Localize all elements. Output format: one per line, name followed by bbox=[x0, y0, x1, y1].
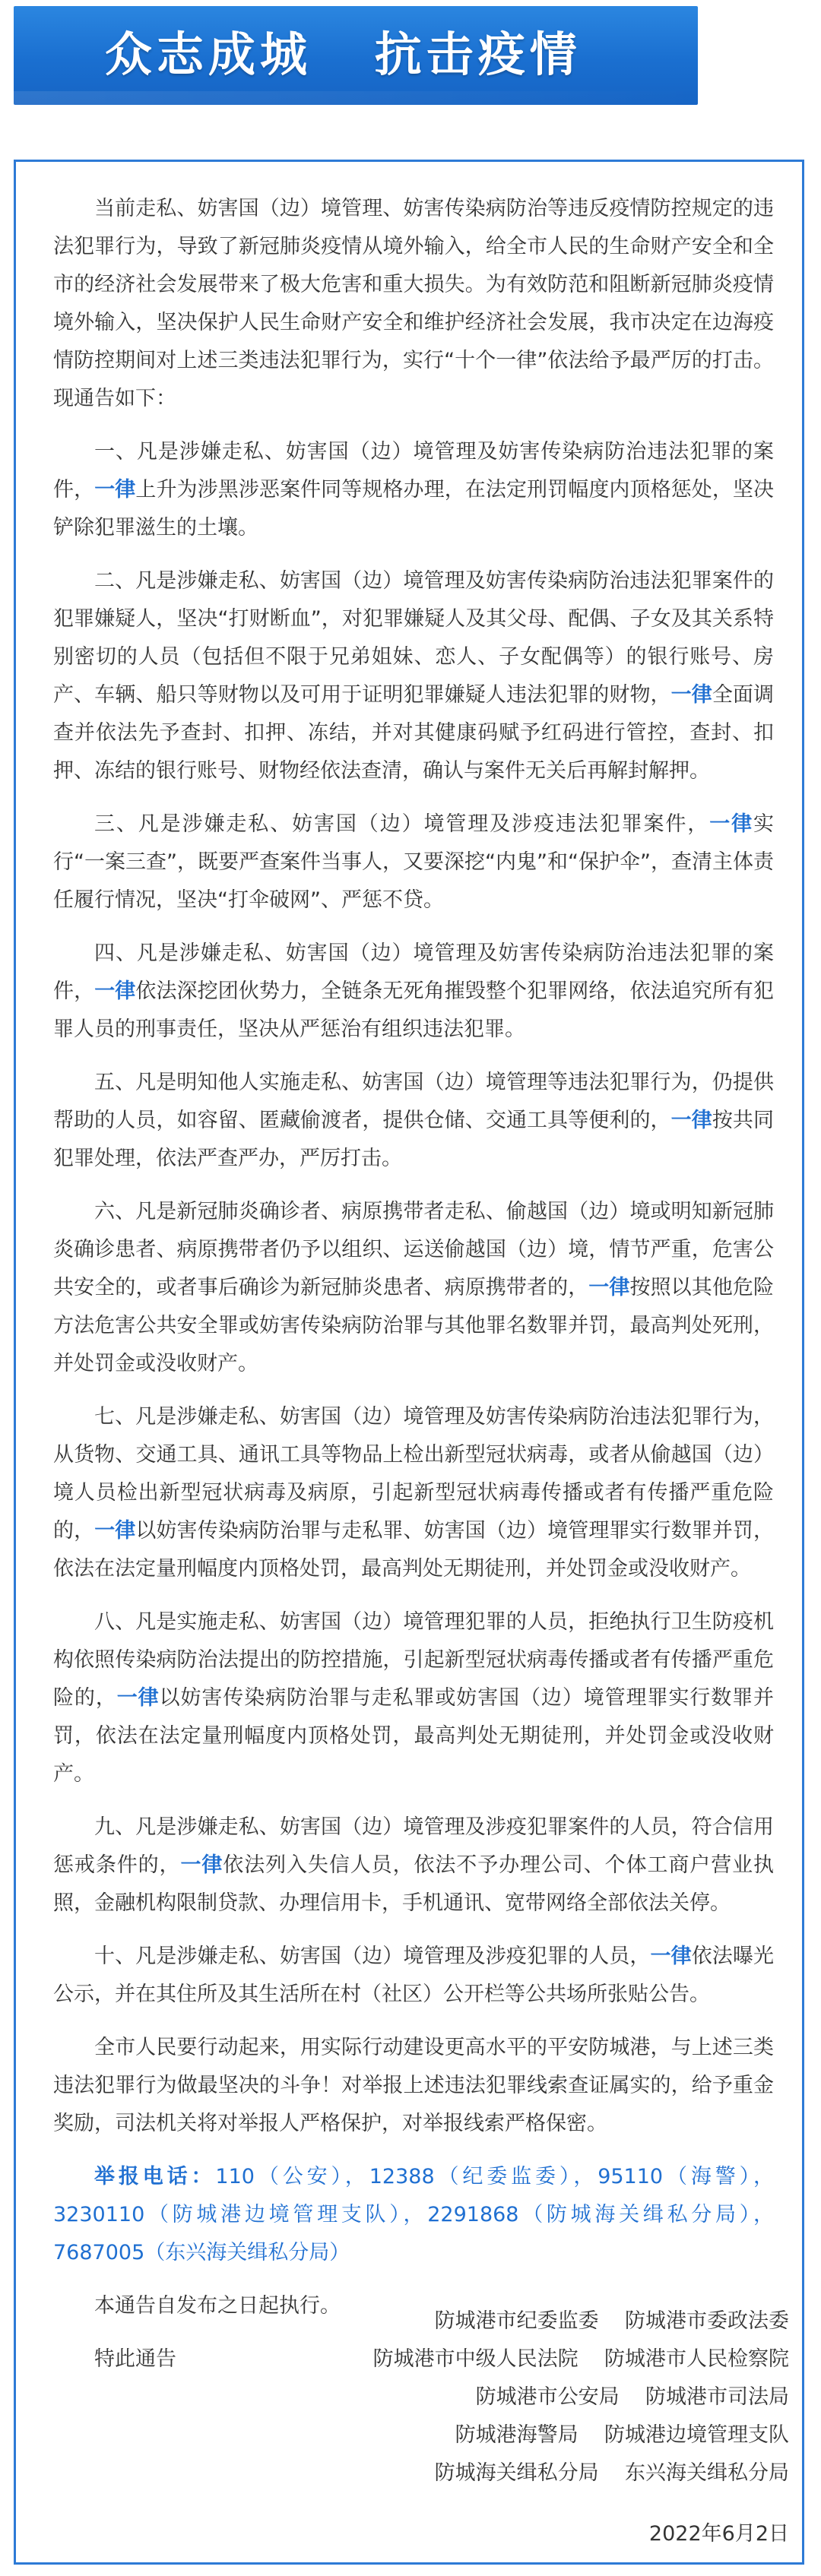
emphasis-yilv: 一律 bbox=[670, 683, 712, 707]
item-text-before: 四、凡是涉嫌走私、妨害国（边）境管理及妨害传染病防治违法犯罪的案件， bbox=[53, 941, 774, 1003]
notice-item bbox=[53, 1603, 774, 1793]
item-text-before: 八、凡是实施走私、妨害国（边）境管理犯罪的人员，拒绝执行卫生防疫机构依照传染病防治法提出的防控措施，引起新型冠状病毒传播或者有传播严重危险的， bbox=[53, 1610, 774, 1710]
notice-item bbox=[53, 805, 774, 919]
emphasis-yilv: 一律 bbox=[94, 979, 136, 1003]
item-text-after: 按共同犯罪处理，依法严查严办，严厉打击。 bbox=[53, 1109, 775, 1170]
item-text-after: 全面调查并依法先予查封、扣押、冻结，并对其健康码赋予红码进行管控，查封、扣押、冻结的银行账号、财物经依法查清，确认与案件无关后再解封解押。 bbox=[53, 683, 775, 783]
item-text-after: 实行“一案三查”，既要严查案件当事人，又要深挖“内鬼”和“保护伞”，查清主体责任履行情况，坚决“打伞破网”、严惩不贷。 bbox=[53, 812, 775, 912]
closing-paragraph: 全市人民要行动起来，用实际行动建设更高水平的平安防城港，与上述三类违法犯罪行为做最坚决的斗争！对举报上述违法犯罪线索查证属实的，给予重金奖励，司法机关将对举报人严格保护，对举报线索严格保密。 bbox=[53, 2036, 774, 2135]
item-text-before: 十、凡是涉嫌走私、妨害国（边）境管理及涉疫犯罪的人员， bbox=[94, 1945, 651, 1968]
emphasis-yilv: 一律 bbox=[180, 1853, 223, 1877]
item-text-before: 一、凡是涉嫌走私、妨害国（边）境管理及妨害传染病防治违法犯罪的案件， bbox=[53, 440, 774, 502]
emphasis-yilv: 一律 bbox=[650, 1945, 692, 1968]
emphasis-yilv: 一律 bbox=[709, 812, 754, 836]
banner bbox=[14, 6, 698, 105]
notice-body bbox=[53, 190, 774, 2394]
emphasis-yilv: 一律 bbox=[670, 1109, 712, 1132]
notice-item bbox=[53, 1809, 774, 1923]
item-text-after: 依法列入失信人员，依法不予办理公司、个体工商户营业执照，金融机构限制贷款、办理信用卡，手机通讯、宽带网络全部依法关停。 bbox=[53, 1853, 775, 1915]
hotline-numbers: 110（公安），12388（纪委监委），95110（海警），3230110（防城港边境管理支队），2291868（防城海关缉私分局），7687005（东兴海关缉私分局） bbox=[53, 2165, 774, 2264]
item-text-before: 七、凡是涉嫌走私、妨害国（边）境管理及妨害传染病防治违法犯罪行为，从货物、交通工具、通讯工具等物品上检出新型冠状病毒，或者从偷越国（边）境人员检出新型冠状病毒及病原，引起新型冠状病毒传播或者有传播严重危险的， bbox=[53, 1405, 774, 1543]
item-text-after: 以妨害传染病防治罪与走私罪或妨害国（边）境管理罪实行数罪并罚，依法在法定量刑幅度内顶格处罚，最高判处无期徒刑，并处罚金或没收财产。 bbox=[53, 1686, 775, 1786]
item-text-after: 上升为涉黑涉恶案件同等规格办理，在法定刑罚幅度内顶格惩处，坚决铲除犯罪滋生的土壤。 bbox=[53, 478, 775, 540]
signatory-line: 防城海关缉私分局 东兴海关缉私分局 bbox=[434, 2461, 789, 2485]
notice-date: 2022年6月2日 bbox=[648, 2522, 789, 2546]
emphasis-yilv: 一律 bbox=[588, 1276, 630, 1299]
effective-statement: 本通告自发布之日起执行。 bbox=[94, 2294, 341, 2318]
items-list bbox=[53, 433, 774, 2014]
emphasis-yilv: 一律 bbox=[94, 1519, 136, 1543]
item-text-after: 以妨害传染病防治罪与走私罪、妨害国（边）境管理罪实行数罪并罚，依法在法定量刑幅度内顶格处罚，最高判处无期徒刑，并处罚金或没收财产。 bbox=[53, 1519, 775, 1581]
emphasis-yilv: 一律 bbox=[94, 478, 136, 502]
signatory-line: 防城港市公安局 防城港市司法局 bbox=[475, 2385, 789, 2409]
signatories bbox=[373, 2302, 789, 2492]
item-text-before: 九、凡是涉嫌走私、妨害国（边）境管理及涉疫犯罪案件的人员，符合信用惩戒条件的， bbox=[53, 1815, 774, 1877]
notice-item bbox=[53, 562, 774, 790]
notice-item bbox=[53, 1064, 774, 1178]
notice-item bbox=[53, 1398, 774, 1588]
item-text-before: 五、凡是明知他人实施走私、妨害国（边）境管理等违法犯罪行为，仍提供帮助的人员，如容留、匿藏偷渡者，提供仓储、交通工具等便利的， bbox=[53, 1071, 774, 1132]
item-text-after: 按照以其他危险方法危害公共安全罪或妨害传染病防治罪与其他罪名数罪并罚，最高判处死刑，并处罚金或没收财产。 bbox=[53, 1276, 775, 1375]
item-text-after: 依法深挖团伙势力，全链条无死角摧毁整个犯罪网络，依法追究所有犯罪人员的刑事责任，坚决从严惩治有组织违法犯罪。 bbox=[53, 979, 775, 1041]
notice-item bbox=[53, 433, 774, 547]
item-text-before: 六、凡是新冠肺炎确诊者、病原携带者走私、偷越国（边）境或明知新冠肺炎确诊患者、病原携带者仍予以组织、运送偷越国（边）境，情节严重，危害公共安全的，或者事后确诊为新冠肺炎患者、病原携带者的， bbox=[53, 1200, 774, 1299]
signatory-line: 防城港海警局 防城港边境管理支队 bbox=[455, 2423, 789, 2447]
item-text-before: 二、凡是涉嫌走私、妨害国（边）境管理及妨害传染病防治违法犯罪案件的犯罪嫌疑人，坚决“打财断血”，对犯罪嫌疑人及其父母、配偶、子女及其关系特别密切的人员（包括但不限于兄弟姐妹、恋人、子女配偶等）的银行账号、房产、车辆、船只等财物以及可用于证明犯罪嫌疑人违法犯罪的财物， bbox=[53, 569, 774, 707]
special-notice: 特此通告 bbox=[94, 2347, 176, 2371]
intro-paragraph: 当前走私、妨害国（边）境管理、妨害传染病防治等违反疫情防控规定的违法犯罪行为，导致了新冠肺炎疫情从境外输入，给全市人民的生命财产安全和全市的经济社会发展带来了极大危害和重大损失。为有效防范和阻断新冠肺炎疫情境外输入，坚决保护人民生命财产安全和维护经济社会发展，我市决定在边海疫情防控期间对上述三类违法犯罪行为，实行“十个一律”依法给予最严厉的打击。现通告如下： bbox=[53, 197, 774, 410]
emphasis-yilv: 一律 bbox=[116, 1686, 160, 1710]
signatory-line: 防城港市中级人民法院 防城港市人民检察院 bbox=[372, 2347, 789, 2371]
item-text-before: 三、凡是涉嫌走私、妨害国（边）境管理及涉疫违法犯罪案件， bbox=[94, 812, 710, 836]
notice-item bbox=[53, 1193, 774, 1383]
hotline-paragraph bbox=[53, 2158, 774, 2272]
notice-item bbox=[53, 1938, 774, 2014]
hotline-label: 举报电话： bbox=[94, 2165, 216, 2188]
banner-title: 众志成城 抗击疫情 bbox=[105, 27, 582, 82]
item-text-after: 依法曝光公示，并在其住所及其生活所在村（社区）公开栏等公共场所张贴公告。 bbox=[53, 1945, 774, 2006]
signatory-line: 防城港市纪委监委 防城港市委政法委 bbox=[434, 2309, 789, 2333]
notice-item bbox=[53, 935, 774, 1049]
